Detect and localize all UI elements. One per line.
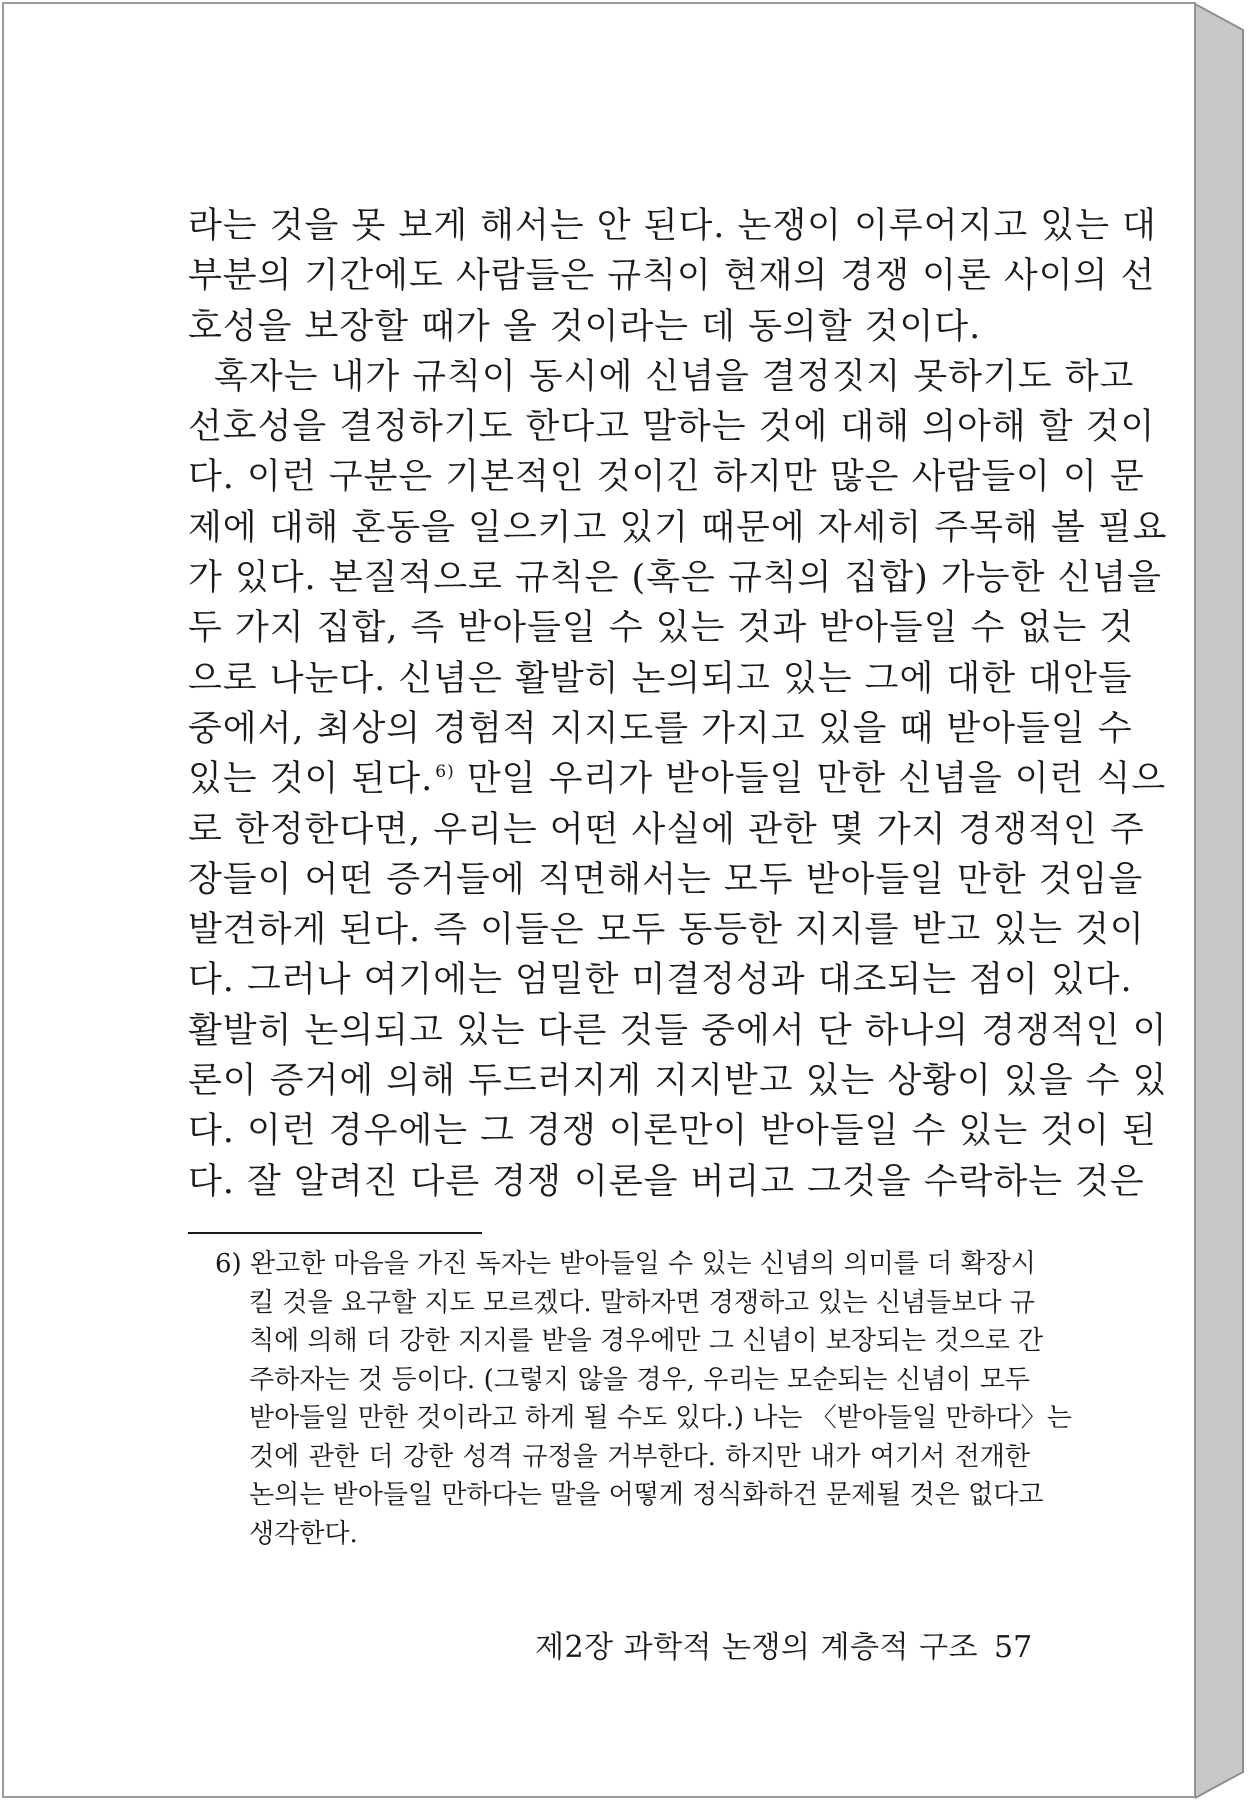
body-line: 발견하게 된다. 즉 이들은 모두 동등한 지지를 받고 있는 것이 [188, 910, 1145, 951]
body-line: 다. 잘 알려진 다른 경쟁 이론을 버리고 그것을 수락하는 것은 [188, 1161, 1145, 1202]
body-line: 다. 이런 경우에는 그 경쟁 이론만이 받아들일 수 있는 것이 된 [188, 1111, 1157, 1152]
footnote-line-first [215, 1245, 1036, 1284]
footnote-line: 논의는 받아들일 만하다는 말을 어떻게 정식화하건 문제될 것은 없다고 [249, 1480, 1044, 1510]
body-line-with-footnote-ref [188, 754, 1167, 804]
body-line: 중에서, 최상의 경험적 지지도를 가지고 있을 때 받아들일 수 [188, 708, 1133, 749]
body-line: 선호성을 결정하기도 한다고 말하는 것에 대해 의아해 할 것이 [188, 407, 1156, 448]
body-line: 혹자는 내가 규칙이 동시에 신념을 결정짓지 못하기도 하고 [214, 356, 1135, 397]
footnote-divider [188, 1232, 482, 1234]
footnote-line: 킬 것을 요구할 지도 모르겠다. 말하자면 경쟁하고 있는 신념들보다 규 [249, 1287, 1035, 1318]
body-line: 두 가지 집합, 즉 받아들일 수 있는 것과 받아들일 수 없는 것 [188, 608, 1135, 649]
body-line: 론이 증거에 의해 두드러지게 지지받고 있는 상황이 있을 수 있 [188, 1061, 1168, 1102]
page-number: 57 [993, 1630, 1033, 1665]
body-line: 제에 대해 혼동을 일으키고 있기 때문에 자세히 주목해 볼 필요 [188, 507, 1168, 548]
footnote [215, 1245, 1072, 1553]
body-line: 장들이 어떤 증거들에 직면해서는 모두 받아들일 만한 것임을 [188, 859, 1144, 900]
footnote-line: 것에 관한 더 강한 성격 규정을 거부한다. 하지만 내가 여기서 전개한 [249, 1441, 1030, 1472]
footnote-line: 생각한다. [249, 1518, 358, 1549]
page-spine-edge [1195, 2, 1253, 1802]
body-line: 가 있다. 본질적으로 규칙은 (혹은 규칙의 집합) 가능한 신념을 [188, 558, 1162, 599]
footnote-line: 칙에 의해 더 강한 지지를 받을 경우에만 그 신념이 보장되는 것으로 간 [249, 1326, 1044, 1356]
footnote-text: 완고한 마음을 가진 독자는 받아들일 수 있는 신념의 의미를 더 확장시 [249, 1249, 1036, 1279]
footnote-reference: 6) [435, 762, 455, 783]
body-line-end: 만일 우리가 받아들일 만한 신념을 이런 식으 [466, 759, 1167, 800]
body-line: 라는 것을 못 보게 해서는 안 된다. 논쟁이 이루어지고 있는 대 [188, 206, 1157, 246]
body-line: 부분의 기간에도 사람들은 규칙이 현재의 경쟁 이론 사이의 선 [188, 256, 1156, 297]
body-text [188, 201, 1168, 1207]
footnote-line: 받아들일 만한 것이라고 하게 될 수도 있다.) 나는 〈받아들일 만하다〉는 [249, 1403, 1072, 1433]
body-line: 호성을 보장할 때가 올 것이라는 데 동의할 것이다. [188, 306, 982, 347]
body-line: 로 한정한다면, 우리는 어떤 사실에 관한 몇 가지 경쟁적인 주 [188, 809, 1145, 850]
body-line: 활발히 논의되고 있는 다른 것들 중에서 단 하나의 경쟁적인 이 [188, 1010, 1168, 1051]
body-line: 으로 나눈다. 신념은 활발히 논의되고 있는 그에 대한 대안들 [188, 658, 1133, 699]
footnote-label: 6) [215, 1249, 242, 1279]
body-line-start: 있는 것이 된다. [188, 759, 434, 800]
body-line: 다. 이런 구분은 기본적인 것이긴 하지만 많은 사람들이 이 문 [188, 457, 1145, 498]
body-line: 다. 그러나 여기에는 엄밀한 미결정성과 대조되는 점이 있다. [188, 960, 1133, 1001]
chapter-title: 제2장 과학적 논쟁의 계층적 구조 [535, 1630, 978, 1665]
footnote-line: 주하자는 것 등이다. (그렇지 않을 경우, 우리는 모순되는 신념이 모두 [249, 1364, 1030, 1395]
running-footer [535, 1622, 1033, 1666]
